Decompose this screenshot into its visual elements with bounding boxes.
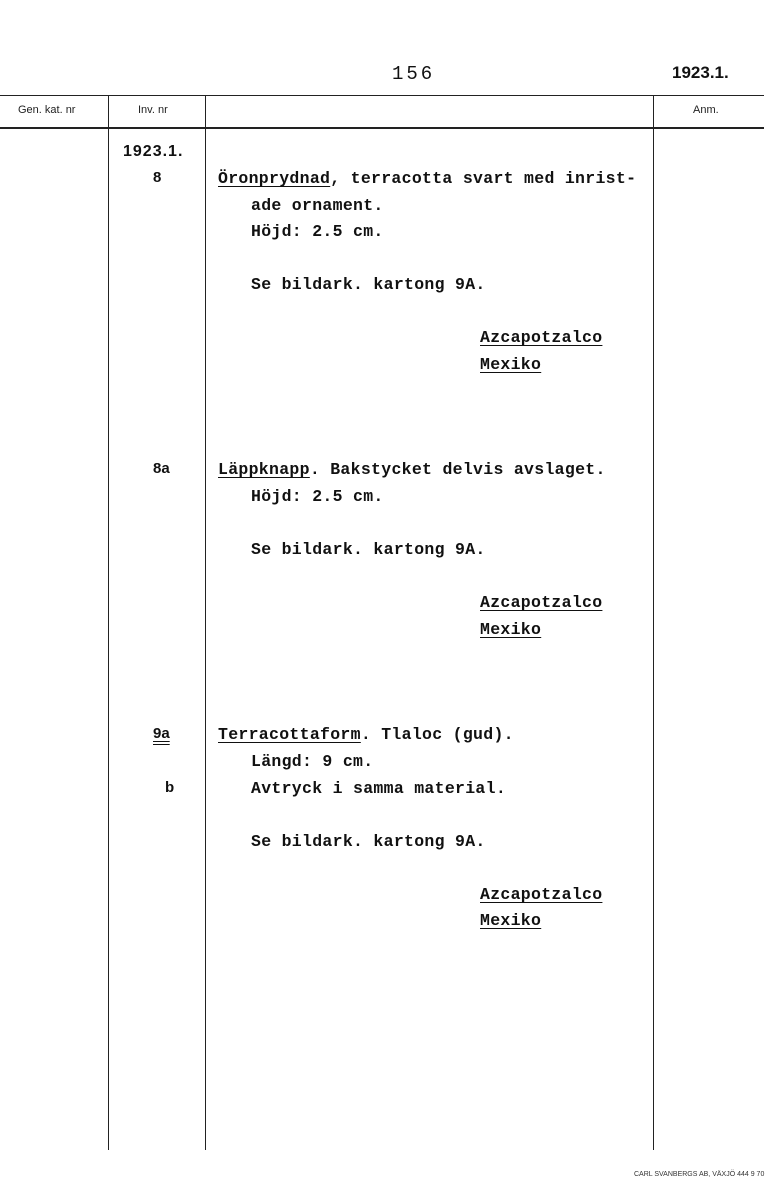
entry-measure: Höjd: 2.5 cm. (251, 487, 384, 506)
entry-reference: Se bildark. kartong 9A. (251, 540, 486, 559)
entry-inv-number: 8a (153, 460, 170, 477)
column-divider-1 (108, 95, 109, 1150)
header-inv: Inv. nr (138, 104, 168, 116)
entry-inv-sub: b (165, 779, 175, 796)
entry-reference: Se bildark. kartong 9A. (251, 832, 486, 851)
entry-country: Mexiko (480, 911, 542, 930)
entry-description-text: . Tlaloc (gud). (360, 725, 514, 744)
entry-place: Azcapotzalco (480, 328, 603, 347)
entry-country: Mexiko (480, 620, 542, 639)
entry-title: Läppknapp (218, 460, 310, 479)
entry-measure: Höjd: 2.5 cm. (251, 222, 384, 241)
column-divider-3 (653, 95, 654, 1150)
entry-description-text: , terracotta svart med inrist- (330, 169, 637, 188)
entry-inv-number: 8 (153, 169, 162, 186)
entry-description-cont: Avtryck i samma material. (251, 779, 507, 798)
entry-place: Azcapotzalco (480, 593, 603, 612)
page-reference: 1923.1. (672, 63, 729, 82)
entry-description-cont: ade ornament. (251, 196, 384, 215)
printer-imprint: CARL SVANBERGS AB, VÄXJÖ 444 9 70 (634, 1171, 765, 1178)
entry-description-text: . Bakstycket delvis avslaget. (309, 460, 606, 479)
header-bottom-rule (0, 127, 764, 129)
entry-title: Öronprydnad (218, 169, 331, 188)
entry-description (218, 169, 636, 188)
entry-inv-number: 9a (153, 725, 170, 742)
column-divider-2 (205, 95, 206, 1150)
entry-country: Mexiko (480, 355, 542, 374)
entry-place: Azcapotzalco (480, 885, 603, 904)
page-number: 156 (392, 63, 436, 85)
header-gen-kat: Gen. kat. nr (18, 104, 76, 116)
entry-title: Terracottaform (218, 725, 361, 744)
entry-description (218, 460, 606, 479)
entry-measure: Längd: 9 cm. (251, 752, 374, 771)
header-top-rule (0, 95, 764, 96)
header-anm: Anm. (693, 104, 719, 116)
entry-description (218, 725, 514, 744)
year-label: 1923.1. (123, 143, 184, 160)
entry-reference: Se bildark. kartong 9A. (251, 275, 486, 294)
